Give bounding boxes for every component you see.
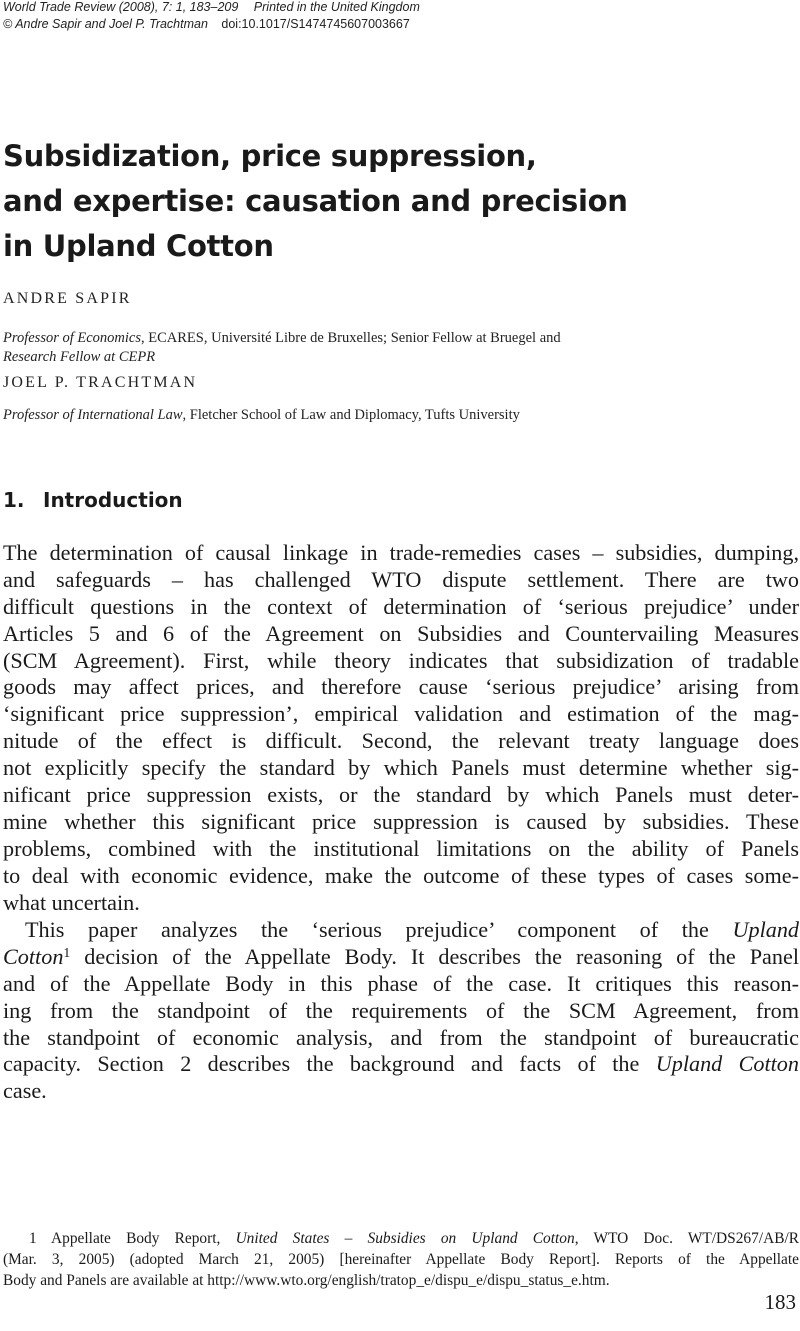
footnote-ref-1[interactable]: 1 xyxy=(63,945,71,961)
affiliation-role: Professor of International Law xyxy=(3,407,183,423)
text-line: The determination of causal linkage in trade-remedies cases – subsidies, dumping, xyxy=(3,540,799,565)
text-run: This paper analyzes the ‘serious prejudice’ component of the xyxy=(25,917,709,942)
text-line: ing from the standpoint of the requirements of the SCM Agreement, from xyxy=(3,997,799,1023)
text-run: decision of the Appellate Body. It describes the reasoning of the Panel xyxy=(70,943,799,969)
text-line xyxy=(3,917,799,944)
title-line-1: Subsidization, price suppression, xyxy=(3,139,537,173)
text-run: , WTO Doc. WT/DS267/AB/R xyxy=(574,1230,799,1247)
footnote-line xyxy=(3,1228,799,1249)
author-affiliation-2 xyxy=(3,406,520,425)
copyright-notice: © Andre Sapir and Joel P. Trachtman xyxy=(3,17,208,31)
text-line: and safeguards – has challenged WTO dispute settlement. There are two xyxy=(3,566,799,592)
footnote-number: 1 xyxy=(29,1230,37,1247)
text-run: Appellate Body Report, xyxy=(36,1230,236,1247)
paragraph-1 xyxy=(3,540,799,916)
author-affiliation-1 xyxy=(3,329,561,367)
footnote-1 xyxy=(3,1228,799,1292)
text-line: ‘significant price suppression’, empirical validation and estimation of the mag- xyxy=(3,701,799,727)
text-line: difficult questions in the context of determination of ‘serious prejudice’ under xyxy=(3,593,799,619)
doi-link[interactable]: doi:10.1017/S1474745607003667 xyxy=(221,17,410,31)
affiliation-comma-institution: , ECARES, Université Libre de Bruxelles; Senior Fellow at Bruegel and xyxy=(141,330,561,346)
text-line: nitude of the effect is difficult. Second, the relevant treaty language does xyxy=(3,728,799,754)
text-line xyxy=(3,944,799,971)
section-title: Introduction xyxy=(43,488,183,512)
title-line-3: in Upland Cotton xyxy=(3,229,274,263)
case-name: Upland Cotton xyxy=(655,1051,799,1077)
text-line: nificant price suppression exists, or the standard by which Panels must deter- xyxy=(3,782,799,808)
paragraph-2 xyxy=(3,917,799,1105)
author-name-2: JOEL P. TRACHTMAN xyxy=(3,374,198,391)
text-line: to deal with economic evidence, make the outcome of these types of cases some- xyxy=(3,862,799,888)
text-line: the standpoint of economic analysis, and from the standpoint of bureaucratic xyxy=(3,1024,799,1050)
section-heading xyxy=(3,488,183,512)
copyright-line xyxy=(3,17,410,31)
affiliation-role: Professor of Economics xyxy=(3,330,142,346)
text-line: (SCM Agreement). First, while theory indicates that subsidization of tradable xyxy=(3,647,799,673)
text-line: and of the Appellate Body in this phase of the case. It critiques this reason- xyxy=(3,970,799,996)
case-title: United States – Subsidies on Upland Cotton xyxy=(235,1230,575,1247)
text-run: capacity. Section 2 describes the background and facts of the xyxy=(3,1051,640,1077)
footnote-line: (Mar. 3, 2005) (adopted March 21, 2005) [hereinafter Appellate Body Report]. Reports of the Appellate xyxy=(3,1251,799,1269)
text-line: goods may affect prices, and therefore cause ‘serious prejudice’ arising from xyxy=(3,674,799,700)
case-name: Cotton xyxy=(3,943,64,969)
text-line: problems, combined with the institutional limitations on the ability of Panels xyxy=(3,835,799,861)
text-line xyxy=(3,1051,799,1078)
text-line: case. xyxy=(3,1078,47,1104)
footnote-line: Body and Panels are available at http://www.wto.org/english/tratop_e/dispu_e/dispu_status_e.htm. xyxy=(3,1272,610,1290)
running-header xyxy=(3,0,420,14)
section-number: 1. xyxy=(3,488,25,512)
affiliation-line-2: Research Fellow at CEPR xyxy=(3,349,156,365)
text-line: Articles 5 and 6 of the Agreement on Subsidies and Countervailing Measures xyxy=(3,620,799,646)
text-line: not explicitly specify the standard by which Panels must determine whether sig- xyxy=(3,755,799,781)
case-name: Upland xyxy=(732,917,800,942)
page-number: 183 xyxy=(764,1290,796,1314)
printed-location: Printed in the United Kingdom xyxy=(253,0,420,14)
title-line-2: and expertise: causation and precision xyxy=(3,184,628,218)
text-line: mine whether this significant price suppression is caused by subsidies. These xyxy=(3,808,799,834)
article-title xyxy=(3,134,793,269)
author-name-1: ANDRE SAPIR xyxy=(3,290,132,307)
text-line: what uncertain. xyxy=(3,889,140,915)
affiliation-comma-institution: , Fletcher School of Law and Diplomacy, Tufts University xyxy=(182,407,520,423)
journal-citation: World Trade Review (2008), 7: 1, 183–209 xyxy=(3,0,239,14)
